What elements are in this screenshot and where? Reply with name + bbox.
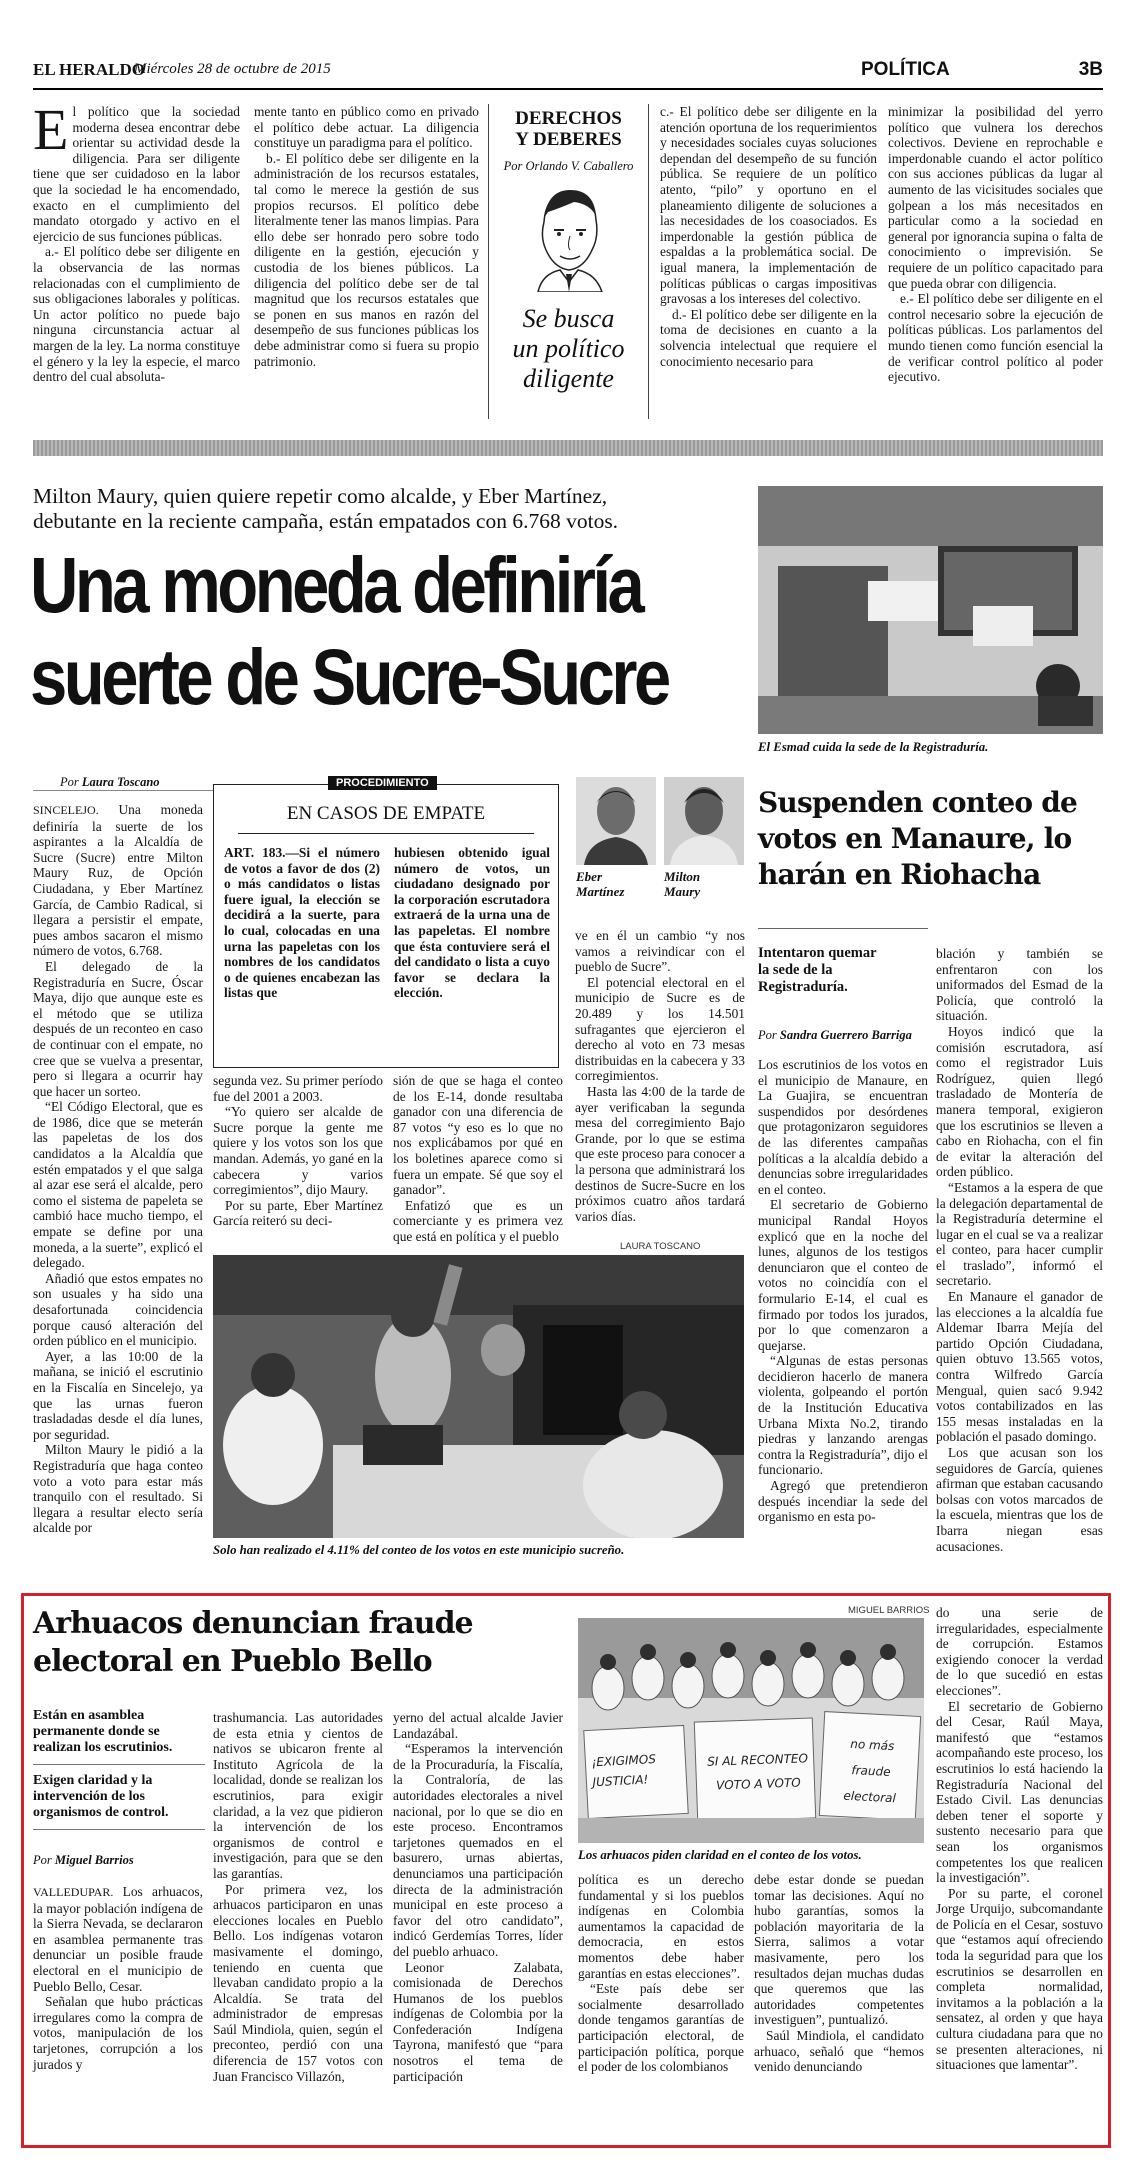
- paragraph: yerno del actual alcalde Javier Landazábal.: [393, 1710, 563, 1741]
- paragraph: e.- El político debe ser diligente en el control necesario sobre la ejecución de políticas públicas. Los parlamentos del mundo tienen como función esencial la de verificar control político al poder ejecutivo.: [888, 291, 1103, 385]
- paragraph: d.- El político debe ser diligente en la toma de decisiones en cuanto a la solvencia intelectual que requiere el conocimiento necesario para: [660, 306, 877, 369]
- arhuacos-subheads: Están en asamblea permanente donde se realizan los escrutinios. Exigen claridad y la intervención de los organismos de control.: [33, 1708, 205, 1830]
- procedure-text-2: hubiesen obtenido igual número de votos, un ciudadano designado por la corporación escrutadora extraerá de la urna una de las papeletas. El nombre que ésta contuviere será el del candidato o lista a cuyo favor se declara la elección.: [394, 845, 550, 1001]
- section-name: POLÍTICA: [861, 59, 950, 80]
- paragraph: segunda vez. Su primer período fue del 2001 a 2003.: [213, 1073, 383, 1104]
- paragraph: sión de que se haga el conteo de los E-14, donde resultaba ganador con una diferencia de 87 votos “y eso es lo que no nos explicábamos por qué en los boletines aparece como si fuera un empate. Sé que soy el ganador”.: [393, 1073, 563, 1198]
- paragraph: Añadió que estos empates no son usuales y ha sido una desafortunada coincidencia porque causó alteración del orden público en el municipio.: [33, 1270, 203, 1349]
- paragraph: “Esperamos la intervención de la Procuraduría, la Fiscalía, la Contraloría, de las autoridades electorales a nivel nacional, por lo que se dio en este proceso. Encontramos tarjetones quemados en el basurero, urnas abiertas, denunciamos una participación directa de la administración municipal en este proceso a favor del otro candidato”, indicó Gerdemías Torres, líder del pueblo arhuaco.: [393, 1741, 563, 1959]
- paragraph: En Manaure el ganador de las elecciones a la alcaldía fue Aldemar Ibarra Mejía del partido Opción Ciudadana, quien obtuvo 13.565 votos, contra Wilfredo García Mengual, quien sacó 9.942 votos contabilizados en las 155 mesas instaladas en la población el pasado domingo.: [936, 1289, 1103, 1445]
- paragraph: ve en él un cambio “y nos vamos a reivindicar con el pueblo de Sucre”.: [575, 928, 745, 975]
- paragraph: Hoyos indicó que la comisión escrutadora, así como el registrador Luis Rodríguez, quien llegó trasladado de Montería de manera temporal, exigieron que los escrutinios se lleven a cabo en Riohacha, con el fin de evitar la alteración del orden público.: [936, 1023, 1103, 1180]
- manaure-rule: [758, 928, 928, 929]
- paragraph: trashumancia. Las autoridades de esta etnia y cientos de nativos se ubicaron frente al Instituto Agrícola de la localidad, donde se realizan los escrutinios, para exigir claridad, a la vez que pidieron la intervención de los organismos de control e investigación, para que se den las garantías.: [213, 1710, 383, 1881]
- registraduria-photo-caption: El Esmad cuida la sede de la Registraduría.: [758, 740, 989, 754]
- byline-rule: [33, 790, 213, 791]
- arhuacos-byline: Por Miguel Barrios: [33, 1853, 134, 1867]
- paragraph: Por su parte, el coronel Jorge Urquijo, subcomandante de Policía en el Cesar, sostuvo que “estamos aquí ofreciendo toda la seguridad para que los escrutinios se desarrollen en completa normalidad, invitamos a la población a la sensatez, al orden y que haya cultura ciudadana para que no se presenten alteraciones, ni situaciones que lamentar”.: [936, 1885, 1103, 2073]
- paragraph: c.- El político debe ser diligente en la atención oportuna de los requerimientos y necesidades sociales cuyas soluciones dependan del desempeño de su función pública. Se requiere de un político atento, “pilo” y oportuno en el planeamiento diligente de soluciones a las necesidades de los coasociados. Es imperdonable la gestión pública de espaldas a la problemática social. De igual manera, la implementación de políticas públicas o cargas impositivas gravosas a los intereses del colectivo.: [660, 104, 877, 307]
- sucre-col-3: [393, 1073, 563, 1245]
- paper-name: EL HERALDO: [33, 60, 145, 79]
- portrait-name: Eber Martínez: [576, 869, 625, 899]
- manaure-byline: Por Sandra Guerrero Barriga: [758, 1028, 912, 1042]
- protest-sign-3: no más fraude electoral: [843, 1736, 897, 1806]
- manaure-col-1: [758, 1057, 928, 1525]
- section-band: [33, 440, 1103, 456]
- arhuacos-photo-credit: MIGUEL BARRIOS: [848, 1605, 930, 1616]
- paragraph: “Este país debe ser socialmente desarrollado donde tengamos garantías de participación electoral, de participación política, porque el poder de los colombianos: [578, 1981, 744, 2075]
- arhuacos-col-5: [754, 1872, 924, 2075]
- column-author: Por Orlando V. Caballero: [503, 159, 634, 173]
- opinion-col-4: [888, 104, 1103, 385]
- paragraph: Por primera vez, los arhuacos participaron en unas elecciones locales en Pueblo Bello. Los indígenas votaron masivamente el domingo, teniendo en cuenta que llevaban candidato propio a la Alcaldía. Se trata del administrador de empresas Saúl Mindiola, quien, según el preconteo, perdió con una diferencia de 157 votos con Juan Francisco Villazón,: [213, 1881, 383, 2084]
- paragraph: Por su parte, Eber Martínez García reiteró su deci-: [213, 1197, 383, 1229]
- paragraph: Ayer, a las 10:00 de la mañana, se inició el escrutinio en la Fiscalía en Sincelejo, ya que las urnas fueron trasladadas desde el día lunes, por seguridad.: [33, 1348, 203, 1442]
- paragraph: Agregó que pretendieron después incendiar la sede del organismo en esta po-: [758, 1478, 928, 1525]
- escrutinio-photo: [213, 1255, 744, 1538]
- paragraph: a.- El político debe ser diligente en la observancia de las normas relacionadas con el cumplimiento de sus obligaciones laborales y políticas. Un actor político no puede bajo ninguna circunstancia actuar al margen de la ley. La norma constituye el género y la ley la especie, el marco dentro del cual absoluta-: [33, 244, 240, 385]
- portrait-photo: [576, 777, 656, 865]
- paragraph: minimizar la posibilidad del yerro político que vulnera los derechos colectivos. Deviene en reprochable e imperdonable cuando el actor político con sus acciones públicas da lugar al aumento de las vicisitudes sociales que golpean a los más necesitados en particular como a la sociedad en general por ignorancia supina o falta de conocimiento o imprevisión. Se requiere de un político capacitado para que pueda obrar con diligencia.: [888, 104, 1103, 291]
- paragraph: “Algunas de estas personas decidieron hacerlo de manera violenta, golpeando el portón de la Institución Educativa Urbana Mixta No.2, tirando piedras y lanzando arengas contra la Registraduría”, dijo el funcionario.: [758, 1353, 928, 1478]
- paragraph: Señalan que hubo prácticas irregulares como la compra de votos, manipulación de los tarjetones, corrupción a los jurados y: [33, 1994, 203, 2072]
- procedure-text-1: ART. 183.—Si el número de votos a favor de dos (2) o más candidatos o listas fuere igual, la elección se decidirá a la suerte, para lo cual, colocadas en una urna las papeletas con los nombres de los candidatos o de quienes encabezan las listas que: [224, 845, 381, 1001]
- sucre-col-1: [33, 802, 203, 1536]
- manaure-headline: Suspenden conteo de votos en Manaure, lo harán en Riohacha: [758, 786, 1078, 891]
- paragraph: blación y también se enfrentaron con los uniformados del Esmad de la Policía, que controló la situación.: [936, 946, 1103, 1024]
- paragraph: política es un derecho fundamental y si los pueblos indígenas en Colombia aumentamos la capacidad de democracia, en estos momentos debe haber garantías en estas elecciones”.: [578, 1872, 744, 1981]
- sucre-col-2: [213, 1073, 383, 1229]
- opinion-col-1: [33, 97, 240, 385]
- paragraph: SINCELEJO. Una moneda definiría la suerte de los aspirantes a la Alcaldía de Sucre (Sucre) entre Milton Maury Ruz, de Opción Ciudadana, y Eber Martínez García, de Cambio Radical, si llegara a persistir el empate, pues ambos sacaron el mismo número de votos, 6.768.: [33, 802, 203, 959]
- registraduria-photo: [758, 486, 1103, 734]
- protest-sign-2: SI AL RECONTEO VOTO A VOTO: [706, 1751, 809, 1793]
- portrait-maury: [664, 777, 744, 899]
- arhuacos-photo: [578, 1618, 924, 1843]
- paragraph: do una serie de irregularidades, especialmente de corrupción. Estamos exigiendo conocer la verdad de lo que sucedió en estas elecciones”.: [936, 1605, 1103, 1698]
- paragraph: El delegado de la Registraduría en Sucre, Óscar Maya, dijo que aunque este es el método que se utiliza después de un reconteo en caso de continuar con el empate, no cree que se vuelva a presentar, pero si llegara a ocurrir hay que hacer un sorteo.: [33, 958, 203, 1099]
- procedure-title: EN CASOS DE EMPATE: [238, 803, 534, 834]
- arhuacos-col-2: [213, 1710, 383, 2084]
- portrait-photo: [664, 777, 744, 865]
- sucre-headline: Una moneda definiría suerte de Sucre-Sucre: [30, 541, 668, 722]
- dropcap: E: [33, 97, 69, 162]
- paragraph: Leonor Zalabata, comisionada de Derechos Humanos de los pueblos indígenas de Colombia por la Confederación Indígena Tayrona, manifestó que “para nosotros el tema de participación: [393, 1959, 563, 2084]
- paragraph: debe estar donde se puedan tomar las decisiones. Aquí no hubo garantías, somos la población mayoritaria de la Sierra, salimos a votar masivamente, pero los resultados dejan muchas dudas que queremos que las autoridades competentes investiguen”, puntualizó.: [754, 1872, 924, 2028]
- arhuacos-col-1: [33, 1884, 203, 2072]
- escrutinio-photo-caption: Solo han realizado el 4.11% del conteo de los votos en este municipio sucreño.: [213, 1543, 625, 1557]
- paragraph: Saúl Mindiola, el candidato arhuaco, señaló que “hemos venido denunciando: [754, 2027, 924, 2075]
- page-number: 3B: [1078, 59, 1103, 80]
- sucre-kicker: Milton Maury, quien quiere repetir como alcalde, y Eber Martínez, debutante en la reciente campaña, están empatados con 6.768 votos.: [33, 484, 619, 533]
- paragraph: El secretario de Gobierno del Cesar, Raúl Maya, manifestó que “estamos acompañando este proceso, los escrutinios lo está haciendo la Registraduría Nacional del Estado Civil. Las denuncias deben tener el soporte y sustento necesario para que sean los organismos competentes los que realicen la investigación”.: [936, 1698, 1103, 1886]
- paragraph: Los escrutinios de los votos en el municipio de Manaure, en La Guajira, se encuentran suspendidos por desórdenes que protagonizaron seguidores de las diferentes campañas políticas a la alcaldía debido a denuncias sobre irregularidades en el conteo.: [758, 1057, 928, 1197]
- header-rule: [33, 88, 1103, 90]
- opinion-col-3: [660, 104, 877, 369]
- paragraph: VALLEDUPAR. Los arhuacos, la mayor población indígena de la Sierra Nevada, se declararon en asamblea permanente tras denunciar un posible fraude electoral en el municipio de Pueblo Bello, Cesar.: [33, 1884, 203, 1994]
- sucre-byline: Por Laura Toscano: [60, 775, 160, 789]
- portrait-name: Milton Maury: [664, 869, 701, 899]
- paragraph: Los que acusan son los seguidores de García, quienes afirman que estaban cacusando bolsas con votos marcados de la escuela, mientras que los de Ibarra niegan esas acusaciones.: [936, 1445, 1103, 1554]
- paragraph: Hasta las 4:00 de la tarde de ayer verificaban la segunda mesa del corregimiento Bajo Grande, por lo que se estima que este proceso para conocer a la persona que administrará los destinos de Sucre-Sucre en los próximos cuatro años tardará varios días.: [575, 1083, 745, 1224]
- author-portrait: [524, 182, 614, 292]
- arhuacos-headline: Arhuacos denuncian fraude electoral en Pueblo Bello: [33, 1606, 473, 1679]
- paragraph: l político que la sociedad moderna desea encontrar debe orientar su actividad desde la diligencia. Para ser diligente tiene que ser cuidadoso en la labor que la sociedad le ha encomendado, exacto en el cumplimiento del mandato otorgado y activo en el ejercicio de sus funciones públicas.: [33, 104, 240, 244]
- arhuacos-photo-caption: Los arhuacos piden claridad en el conteo de los votos.: [578, 1848, 862, 1862]
- paragraph: “Estamos a la espera de que la delegación departamental de la Registraduría determine el lugar en el cual se va a realizar el conteo, para hacer cumplir el traslado”, informó el secretario.: [936, 1179, 1103, 1289]
- paragraph: “Yo quiero ser alcalde de Sucre porque la gente me quiere y los votos son los que mandan. Además, yo gané en la cabecera y varios corregimientos”, dijo Maury.: [213, 1104, 383, 1198]
- opinion-column-box: [488, 104, 649, 419]
- paragraph: b.- El político debe ser diligente en la administración de los recursos estatales, tal como le merece la gestión de sus propios recursos. El político debe literalmente tener las manos limpias. Para ello debe ser honrado pero sobre todo diligente en la gestión, ejecución y custodia de los bienes públicos. La diligencia del político debe ser de tal magnitud que los recursos estatales que se ponen en sus manos en razón del desempeño de sus funciones públicas los debe administrar como si fuera su propio patrimonio.: [254, 150, 479, 369]
- manaure-col-2: [936, 946, 1103, 1554]
- paragraph: mente tanto en público como en privado el político debe actuar. La diligencia constituye un paradigma para el político.: [254, 104, 479, 151]
- paragraph: Milton Maury le pidió a la Registraduría que haga conteo voto a voto para estar más tranquilo con el resultado. Si llegara a resultar electo sería alcalde por: [33, 1442, 203, 1536]
- column-headline: Se busca un político diligente: [512, 304, 625, 393]
- paragraph: El secretario de Gobierno municipal Randal Hoyos explicó que en la noche del lunes, algunos de los testigos denunciaron que el conteo de votos no coincidía con el formulario E-14, el cual es firmado por todos los jurados, por lo que comenzaron a quejarse.: [758, 1197, 928, 1353]
- paragraph: El potencial electoral en el municipio de Sucre es de 20.489 y los 14.501 sufragantes que ejercieron el derecho al voto en 73 mesas distribuidas en la cabecera y 33 corregimientos.: [575, 974, 745, 1084]
- photo-credit: LAURA TOSCANO: [620, 1241, 701, 1252]
- column-title: DERECHOS Y DEBERES: [515, 108, 622, 150]
- opinion-col-2: [254, 104, 479, 369]
- arhuacos-col-3: [393, 1710, 563, 2084]
- procedure-box: [213, 777, 559, 1068]
- sucre-col-4: [575, 928, 745, 1224]
- protest-sign-1: ¡EXIGIMOS JUSTICIA!: [591, 1752, 657, 1790]
- masthead: [33, 58, 1103, 86]
- manaure-subhead: Intentaron quemar la sede de la Registraduría.: [758, 945, 877, 995]
- paragraph: “El Código Electoral, que es de 1986, dice que se meterán las papeletas de los dos candidatos a la Alcaldía que estén empatados y el que salga al azar ese será el alcalde, pero como el sistema de papeleta se cambió hace mucho tiempo, el empate se define por una moneda, a la suerte”, explicó el delegado.: [33, 1099, 203, 1271]
- paragraph: Enfatizó que es un comerciante y es primera vez que está en política y el pueblo: [393, 1197, 563, 1244]
- arhuacos-col-6: [936, 1605, 1103, 2073]
- arhuacos-col-4: [578, 1872, 744, 2075]
- portrait-martinez: [576, 777, 656, 899]
- procedure-label: PROCEDIMIENTO: [328, 776, 437, 790]
- issue-date: Miércoles 28 de octubre de 2015: [134, 61, 331, 77]
